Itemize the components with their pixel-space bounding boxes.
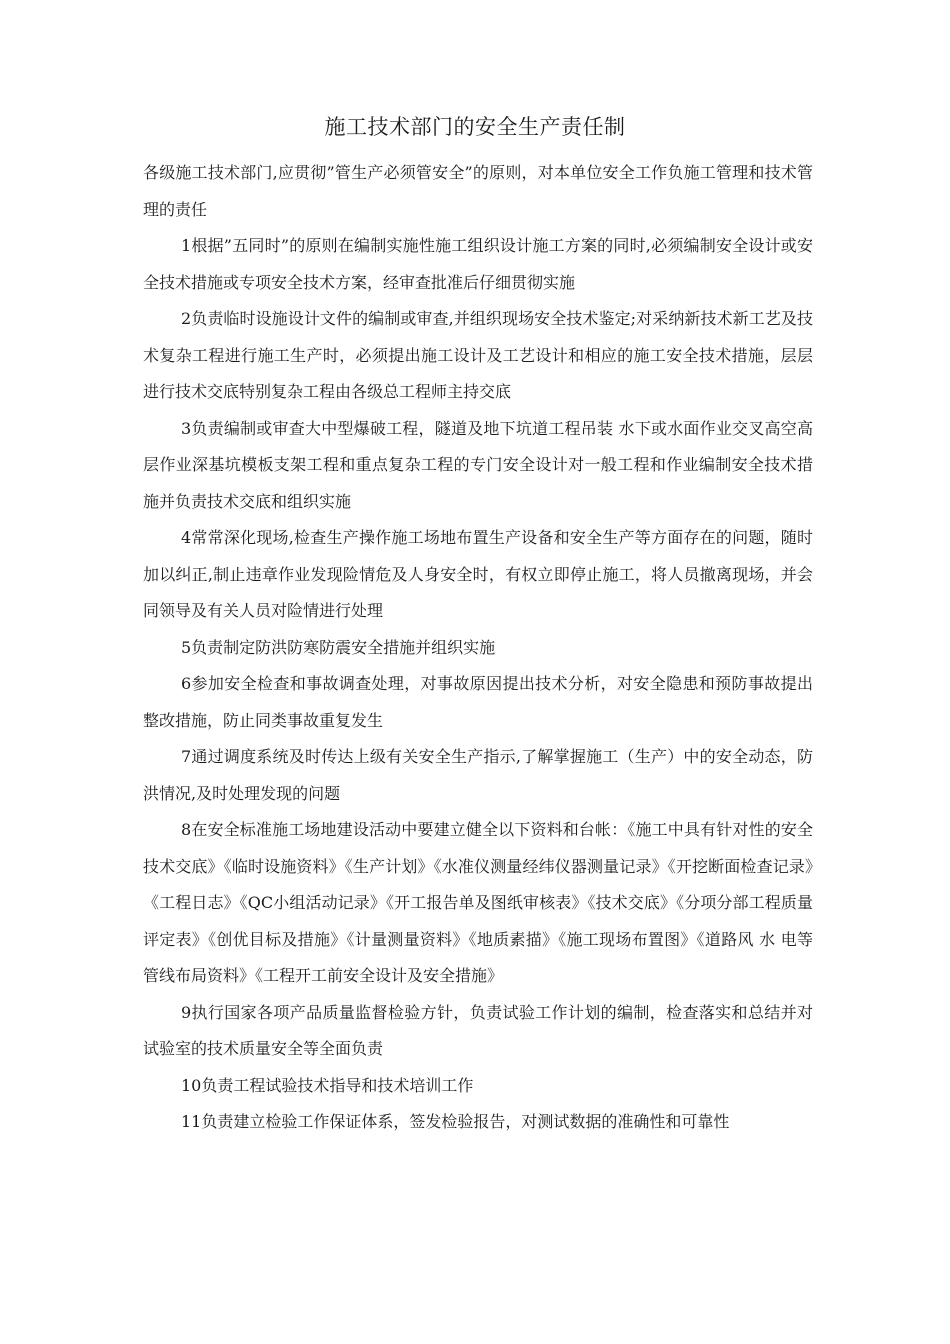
item-paragraph-1: 1根据”五同时”的原则在编制实施性施工组织设计施工方案的同时,必须编制安全设计或安全技术措施或专项安全技术方案，经审查批准后仔细贯彻实施 [143,236,813,292]
item-paragraph-2: 2负责临时设施设计文件的编制或审查,并组织现场安全技术鉴定;对采纳新技术新工艺及技术复杂工程进行施工生产时，必须提出施工设计及工艺设计和相应的施工安全技术措施，层层进行技术交底特别复杂工程由各级总工程师主持交底 [143,309,813,401]
document-title: 施工技术部门的安全生产责任制 [324,115,626,139]
item-paragraph-11: 11负责建立检验工作保证体系，签发检验报告，对测试数据的准确性和可靠性 [181,1112,730,1131]
item-paragraph-9: 9执行国家各项产品质量监督检验方针，负责试验工作计划的编制，检查落实和总结并对试验室的技术质量安全等全面负责 [143,1002,813,1058]
item-paragraph-5: 5负责制定防洪防寒防震安全措施并组织实施 [181,637,496,657]
document-body [143,155,813,1141]
item-paragraph-3: 3负责编制或审查大中型爆破工程，隧道及地下坑道工程吊装 水下或水面作业交叉高空高层作业深基坑模板支架工程和重点复杂工程的专门安全设计对一般工程和作业编制安全技术措施并负责技术交底和组织实施 [143,418,813,511]
item-paragraph-7: 7通过调度系统及时传达上级有关安全生产指示,了解掌握施工（生产）中的安全动态，防洪情况,及时处理发现的问题 [143,747,813,803]
item-paragraph-6: 6参加安全检查和事故调查处理，对事故原因提出技术分析，对安全隐患和预防事故提出整改措施，防止同类事故重复发生 [143,674,813,730]
item-paragraph-4: 4常常深化现场,检查生产操作施工场地布置生产设备和安全生产等方面存在的问题，随时加以纠正,制止违章作业发现险情危及人身安全时，有权立即停止施工，将人员撤离现场，并会同领导及有关人员对险情进行处理 [143,528,813,620]
item-paragraph-10: 10负责工程试验技术指导和技术培训工作 [181,1075,474,1095]
item-paragraph-8: 8在安全标准施工场地建设活动中要建立健全以下资料和台帐：《施工中具有针对性的安全技术交底》《临时设施资料》《生产计划》《水准仪测量经纬仪器测量记录》《开挖断面检查记录》《工程日志》《QC小组活动记录》《开工报告单及图纸审核表》《技术交底》《分项分部工程质量评定表》《创优目标及措施》《计量测量资料》《地质素描》《施工现场布置图》《道路风 水 电等管线布局资料》《工程开工前安全设计及安全措施》 [143,820,813,985]
intro-paragraph: 各级施工技术部门,应贯彻”管生产必须管安全”的原则，对本单位安全工作负施工管理和技术管理的责任 [143,163,813,219]
